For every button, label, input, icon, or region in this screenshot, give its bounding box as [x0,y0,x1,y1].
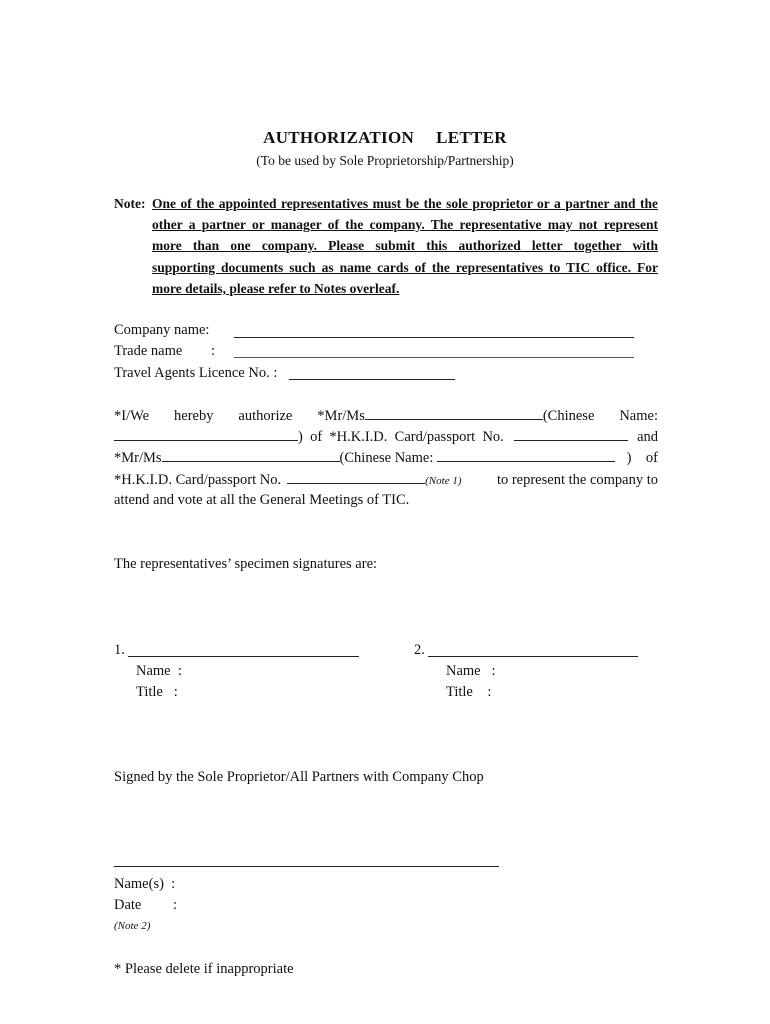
signoff-text: Signed by the Sole Proprietor/All Partners with Company Chop [114,769,484,785]
page-subtitle: (To be used by Sole Proprietorship/Partnership) [256,153,514,168]
auth-of: ) of [626,450,658,467]
auth-rep1-name-group [317,405,594,427]
rep1-number: 1. [114,642,125,658]
rep2-signature-line[interactable] [428,656,638,657]
note-line-1: One of the appointed representatives must be the sole proprietor or a partner and the [152,196,658,211]
delete-note: * Please delete if inappropriate [114,961,294,977]
auth-attend: attend and vote at all the General Meetings of TIC. [114,491,410,508]
names-label: Name(s) : [114,876,176,892]
rep2-name-blank[interactable] [162,447,340,462]
auth-hkid-1: ) of *H.K.I.D. Card/passport No. [298,429,504,446]
trade-name-line[interactable] [234,357,634,358]
auth-mr-ms-2: *Mr/Ms [114,450,162,467]
auth-chinese-2: (Chinese Name: [339,450,434,467]
trade-name-colon: : [211,343,216,359]
note-line-5-text: more details, please refer to Notes overleaf [152,280,397,296]
company-name-line[interactable] [234,337,634,338]
auth-represent: to represent the company to [496,471,658,488]
note-line-5-period: . [396,280,400,296]
auth-authorize: authorize [238,408,293,424]
note-1-ref: (Note 1) [425,474,462,487]
trade-name-label: Trade name [114,343,183,359]
authorization-paragraph [114,405,658,511]
rep1-name-blank[interactable] [365,405,543,420]
rep2-hkid-blank[interactable] [287,469,425,484]
auth-and: and [637,429,658,446]
auth-line-2 [114,426,658,447]
rep1-name-label: Name : [136,663,182,679]
company-chop-signature-line[interactable] [114,866,499,867]
rep1-chinese-name-blank[interactable] [114,426,298,441]
note-line-4: supporting documents such as name cards of the representatives to TIC office. For [152,259,658,275]
note-label: Note: [114,196,146,211]
licence-no-label: Travel Agents Licence No. : [114,365,278,381]
rep2-name-label: Name : [446,663,496,679]
note-line-3: more than one company. Please submit this authorized letter together with [152,238,658,254]
note-line-5 [152,278,658,299]
auth-line-3 [114,447,658,468]
note-body [152,193,658,299]
licence-no-line[interactable] [289,379,455,380]
auth-hereby: hereby [174,408,214,424]
auth-hkid-2: *H.K.I.D. Card/passport No. [114,471,282,488]
auth-name-1: Name: [619,408,658,424]
auth-i-we: *I/We [114,408,150,424]
auth-line-5 [114,490,658,511]
auth-chinese-1: (Chinese [542,408,595,424]
title-word-authorization: AUTHORIZATION [263,128,415,147]
date-colon: : [173,897,178,913]
rep2-chinese-name-blank[interactable] [437,447,615,462]
page-title [0,128,770,148]
auth-line-1 [114,405,658,426]
note-line-2: other a partner or manager of the company. The representative may not represent [152,217,658,233]
rep1-hkid-blank[interactable] [514,426,628,441]
auth-mr-ms-1: *Mr/Ms [317,408,365,424]
rep2-title-label: Title : [446,684,492,700]
specimen-intro: The representatives’ specimen signatures are: [114,556,378,572]
title-word-letter: LETTER [436,128,507,147]
auth-line-4 [114,469,658,490]
rep2-number: 2. [414,642,425,658]
rep1-signature-line[interactable] [128,656,359,657]
rep1-title-label: Title : [136,684,178,700]
company-name-label: Company name: [114,322,210,338]
note-2-ref: (Note 2) [114,920,151,932]
date-label: Date [114,897,142,913]
